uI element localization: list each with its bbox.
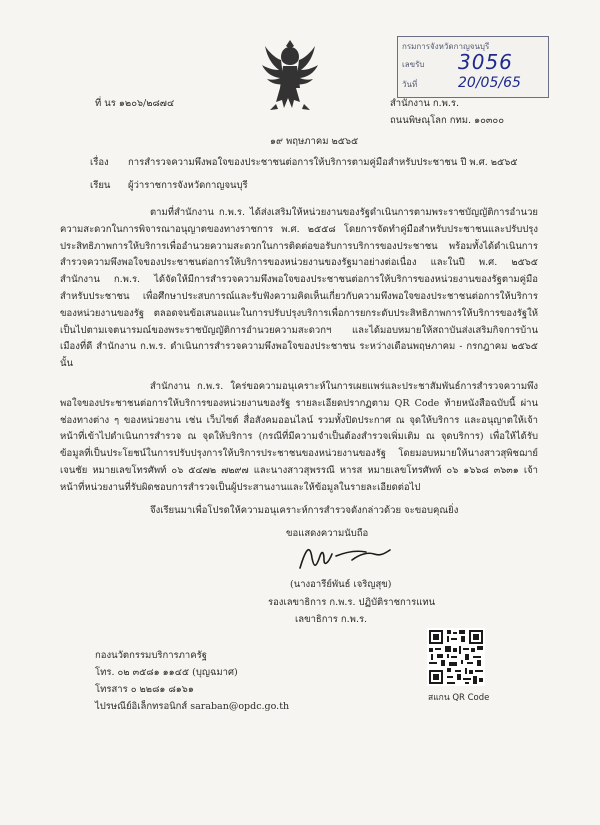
closing-salutation: ขอแสดงความนับถือ [286,528,369,539]
signer-title-1: รองเลขาธิการ ก.พ.ร. ปฏิบัติราชการแทน [268,597,436,608]
recipient-label: เรียน [90,180,111,191]
qr-caption: สแกน QR Code [428,693,490,703]
letter-body [60,205,538,525]
qr-code-icon [427,628,485,686]
subject-text: การสำรวจความพึงพอใจของประชาชนต่อการให้บริการตามคู่มือสำหรับประชาชน ปี พ.ศ. ๒๕๖๕ [128,157,518,168]
body-paragraph-2: สำนักงาน ก.พ.ร. ใคร่ขอความอนุเคราะห์ในการเผยแพร่และประชาสัมพันธ์การสำรวจความพึงพอใจของประชาชนต่อการให้บริการของหน่วยงานของรัฐ รายละเอียดปรากฏตาม QR Code ท้ายหนังสือฉบับนี้ ผ่านช่องทางต่าง ๆ ของหน่วยงาน เช่น เว็บไซต์ สื่อสังคมออนไลน์ รวมทั้งปิดประกาศ ณ จุดให้บริการ และอนุญาตให้เจ้าหน้าที่เข้าไปดำเนินการสำรวจ ณ จุดให้บริการ (กรณีที่มีความจำเป็นต้องสำรวจเพิ่มเติม ณ จุดบริการ) เพื่อให้ได้รับข้อมูลที่เป็นประโยชน์ในการปรับปรุงการให้บริการประชาชนของหน่วยงานของรัฐ โดยมอบหมายให้นางสาวสุพิชฌาย์ เจนชัย หมายเลขโทรศัพท์ ๐๖ ๕๔๗๒ ๗๒๙๗ และนางสาวสุพรรณี หารส หมายเลขโทรศัพท์ ๐๖ ๑๖๖๘ ๓๖๓๑ เจ้าหน้าที่หน่วยงานที่รับผิดชอบการสำรวจเป็นผู้ประสานงานและให้ข้อมูลในรายละเอียดต่อไป [60,380,538,493]
signer-name: (นางอารีย์พันธ์ เจริญสุข) [290,579,392,590]
footer-division: กองนวัตกรรมบริการภาครัฐ [95,650,207,661]
footer-fax: โทรสาร ๐ ๒๒๘๑ ๘๑๖๑ [95,684,194,695]
stamp-date-label: วันที่ [402,80,418,89]
footer-email: ไปรษณีย์อิเล็กทรอนิกส์ saraban@opdc.go.th [95,701,290,712]
letter-date: ๑๙ พฤษภาคม ๒๕๖๕ [270,136,359,147]
signature-icon [292,540,402,574]
body-paragraph-3: จึงเรียนมาเพื่อโปรดให้ความอนุเคราะห์การสำรวจดังกล่าวด้วย จะขอบคุณยิ่ง [150,504,459,516]
recipient-text: ผู้ว่าราชการจังหวัดกาญจนบุรี [128,180,248,191]
signer-title-2: เลขาธิการ ก.พ.ร. [295,614,368,625]
stamp-number-label: เลขรับ [402,60,425,69]
stamp-org: กรมการจังหวัดกาญจนบุรี [402,42,490,51]
subject-label: เรื่อง [90,157,109,168]
garuda-emblem-icon [258,38,322,116]
receipt-stamp [397,36,549,98]
footer-phone: โทร. ๐๒ ๓๕๘๑ ๑๑๔๕ (บุญฉมาศ) [95,667,238,678]
body-paragraph-1: ตามที่สำนักงาน ก.พ.ร. ได้ส่งเสริมให้หน่วยงานของรัฐดำเนินการตามพระราชบัญญัติการอำนวยความสะดวกในการพิจารณาอนุญาตของทางราชการ พ.ศ. ๒๕๕๘ โดยการจัดทำคู่มือสำหรับประชาชนและปรับปรุงประสิทธิภาพการให้บริการเพื่ออำนวยความสะดวกในการติดต่อขอรับการบริการของประชาชน พร้อมทั้งได้ดำเนินการสำรวจความพึงพอใจของประชาชนต่อการให้บริการของหน่วยงานของรัฐมาอย่างต่อเนื่อง และในปี พ.ศ. ๒๕๖๕ สำนักงาน ก.พ.ร. ได้จัดให้มีการสำรวจความพึงพอใจของประชาชนต่อการให้บริการของหน่วยงานของรัฐตามคู่มือสำหรับประชาชน เพื่อศึกษาประสบการณ์และรับฟังความคิดเห็นเกี่ยวกับความพึงพอใจของประชาชนต่อการให้บริการของหน่วยงานของรัฐ ตลอดจนข้อเสนอแนะในการปรับปรุงบริการเพื่อการยกระดับประสิทธิภาพการให้บริการของรัฐให้เป็นไปตามเจตนารมณ์ของพระราชบัญญัติการอำนวยความสะดวกฯ และได้มอบหมายให้สถาบันส่งเสริมกิจการบ้านเมืองที่ดี สำนักงาน ก.พ.ร. ดำเนินการสำรวจความพึงพอใจของประชาชน ระหว่างเดือนพฤษภาคม - กรกฎาคม ๒๕๖๕ นั้น [60,207,538,370]
reference-number: ที่ นร ๑๒๐๖/๒๘๗๔ [95,98,175,109]
stamp-date-value: 20/05/65 [458,75,521,91]
sender-address: ถนนพิษณุโลก กทม. ๑๐๓๐๐ [390,115,505,126]
sender-org: สำนักงาน ก.พ.ร. [390,98,460,109]
stamp-number-value: 3056 [458,50,513,74]
